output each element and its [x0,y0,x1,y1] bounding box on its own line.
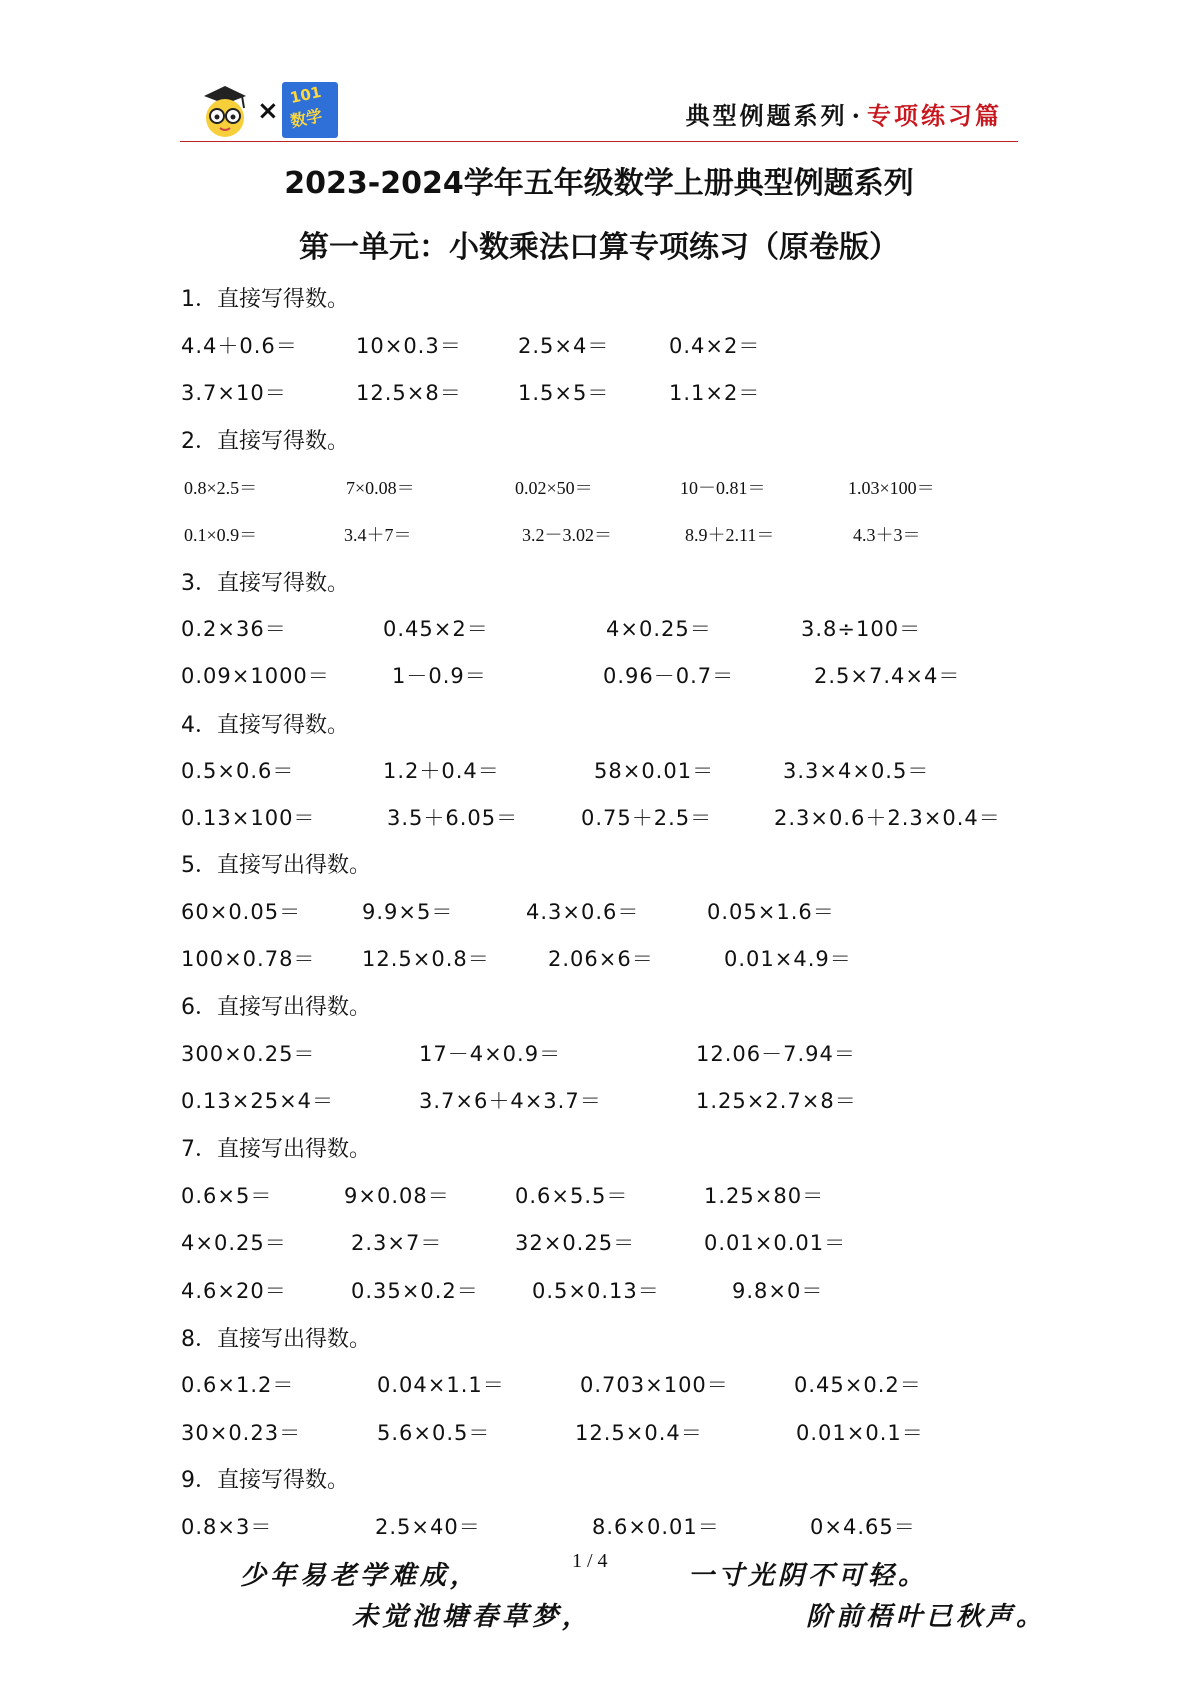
problem-row [0,1227,1190,1257]
problem: 3.5＋6.05＝ [387,806,519,830]
problem: 9.8×0＝ [732,1279,824,1303]
problem: 3.7×6＋4×3.7＝ [419,1089,602,1113]
problem: 12.5×0.4＝ [575,1421,703,1445]
problem: 0.6×1.2＝ [181,1373,295,1397]
problem-row [0,1085,1190,1115]
problem: 0.6×5.5＝ [515,1184,629,1208]
header-divider [180,141,1018,142]
problem: 3.7×10＝ [181,381,287,405]
page-subtitle: 第一单元：小数乘法口算专项练习（原卷版） [299,230,899,265]
footer-poem-line1: 少年易老学难成， [240,1561,481,1591]
section-heading: 4．直接写得数。 [181,713,349,738]
section-heading: 5．直接写出得数。 [181,853,371,878]
problem: 0.04×1.1＝ [377,1373,505,1397]
problem: 0.6×5＝ [181,1184,273,1208]
problem: 5.6×0.5＝ [377,1421,491,1445]
problem: 4.4＋0.6＝ [181,334,298,358]
problem-row [0,1275,1190,1305]
problem-row [0,1369,1190,1399]
problem-row [0,755,1190,785]
problem: 12.5×0.8＝ [362,947,490,971]
problem-row [0,802,1190,832]
problem: 1－0.9＝ [392,664,487,688]
section-heading: 7．直接写出得数。 [181,1137,371,1162]
series-label [686,96,1002,131]
page-number: 1 / 4 [572,1550,608,1572]
problem: 4.3＋3＝ [853,525,921,545]
logo-text-math: 数学 [288,105,324,132]
problem: 0.01×0.1＝ [796,1421,924,1445]
problem: 58×0.01＝ [594,759,715,783]
problem: 3.4＋7＝ [344,525,412,545]
section-heading: 6．直接写出得数。 [181,995,371,1020]
problem-row [0,660,1190,690]
problem: 0.8×2.5＝ [184,478,258,498]
problem: 1.03×100＝ [848,478,935,498]
owl-logo-icon [200,84,250,138]
problem: 0.35×0.2＝ [351,1279,479,1303]
problem: 3.3×4×0.5＝ [783,759,930,783]
problem: 0.01×4.9＝ [724,947,852,971]
problem: 7×0.08＝ [346,478,415,498]
page-title: 2023-2024学年五年级数学上册典型例题系列 [284,166,914,201]
problem: 2.06×6＝ [548,947,654,971]
problem: 0.09×1000＝ [181,664,330,688]
problem: 4.3×0.6＝ [526,900,640,924]
problem: 0.02×50＝ [515,478,593,498]
problem-row [0,474,1190,504]
problem-row [0,377,1190,407]
problem-row [0,613,1190,643]
problem: 8.6×0.01＝ [592,1515,720,1539]
problem-row [0,896,1190,926]
problem: 300×0.25＝ [181,1042,316,1066]
problem: 0.01×0.01＝ [704,1231,847,1255]
problem: 0.5×0.6＝ [181,759,295,783]
problem: 1.25×2.7×8＝ [696,1089,857,1113]
problem: 2.5×40＝ [375,1515,481,1539]
problem: 12.5×8＝ [356,381,462,405]
problem: 17－4×0.9＝ [419,1042,562,1066]
problem-row [0,330,1190,360]
problem: 100×0.78＝ [181,947,316,971]
section-heading: 8．直接写出得数。 [181,1327,371,1352]
problem: 0.96－0.7＝ [603,664,735,688]
problem: 0.45×2＝ [383,617,489,641]
problem: 0.13×25×4＝ [181,1089,335,1113]
footer-poem-line3: 未觉池塘春草梦， [352,1602,593,1632]
problem: 0.2×36＝ [181,617,287,641]
problem: 4×0.25＝ [181,1231,287,1255]
problem: 9.9×5＝ [362,900,454,924]
problem: 3.2－3.02＝ [522,525,612,545]
section-heading: 9．直接写得数。 [181,1468,349,1493]
series-left: 典型例题系列 [685,101,848,130]
series-dot: · [851,101,863,130]
problem: 0.8×3＝ [181,1515,273,1539]
problem-row [0,943,1190,973]
problem: 0.4×2＝ [669,334,761,358]
problem: 12.06－7.94＝ [696,1042,856,1066]
problem: 0.45×0.2＝ [794,1373,922,1397]
problem-row [0,1180,1190,1210]
footer-poem-line4: 阶前梧叶已秋声。 [806,1602,1047,1632]
problem: 1.2＋0.4＝ [383,759,500,783]
problem: 0.13×100＝ [181,806,316,830]
logo-text-101: 101 [288,82,323,108]
problem: 0.05×1.6＝ [707,900,835,924]
problem: 10－0.81＝ [680,478,766,498]
problem: 2.5×4＝ [518,334,610,358]
problem-row [0,1038,1190,1068]
problem: 9×0.08＝ [344,1184,450,1208]
section-heading: 1．直接写得数。 [181,287,349,312]
problem: 4.6×20＝ [181,1279,287,1303]
problem: 30×0.23＝ [181,1421,302,1445]
collab-times-mark: × [257,96,279,126]
problem: 32×0.25＝ [515,1231,636,1255]
problem: 3.8÷100＝ [801,617,922,641]
problem: 60×0.05＝ [181,900,302,924]
problem: 1.25×80＝ [704,1184,825,1208]
problem: 0.75＋2.5＝ [581,806,713,830]
problem: 2.3×7＝ [351,1231,443,1255]
problem: 1.1×2＝ [669,381,761,405]
problem-row [0,1417,1190,1447]
problem: 0×4.65＝ [810,1515,916,1539]
brand-101-logo [282,82,338,138]
problem: 4×0.25＝ [606,617,712,641]
problem: 0.703×100＝ [580,1373,729,1397]
footer-poem-line2: 一寸光阴不可轻。 [688,1561,929,1591]
problem-row [0,1511,1190,1541]
problem: 10×0.3＝ [356,334,462,358]
problem: 1.5×5＝ [518,381,610,405]
series-right: 专项练习篇 [867,101,1002,130]
problem: 2.3×0.6＋2.3×0.4＝ [774,806,1001,830]
problem: 0.1×0.9＝ [184,525,258,545]
problem: 2.5×7.4×4＝ [814,664,961,688]
problem: 8.9＋2.11＝ [685,525,775,545]
section-heading: 3．直接写得数。 [181,571,349,596]
problem-row [0,521,1190,551]
section-heading: 2．直接写得数。 [181,429,349,454]
problem: 0.5×0.13＝ [532,1279,660,1303]
